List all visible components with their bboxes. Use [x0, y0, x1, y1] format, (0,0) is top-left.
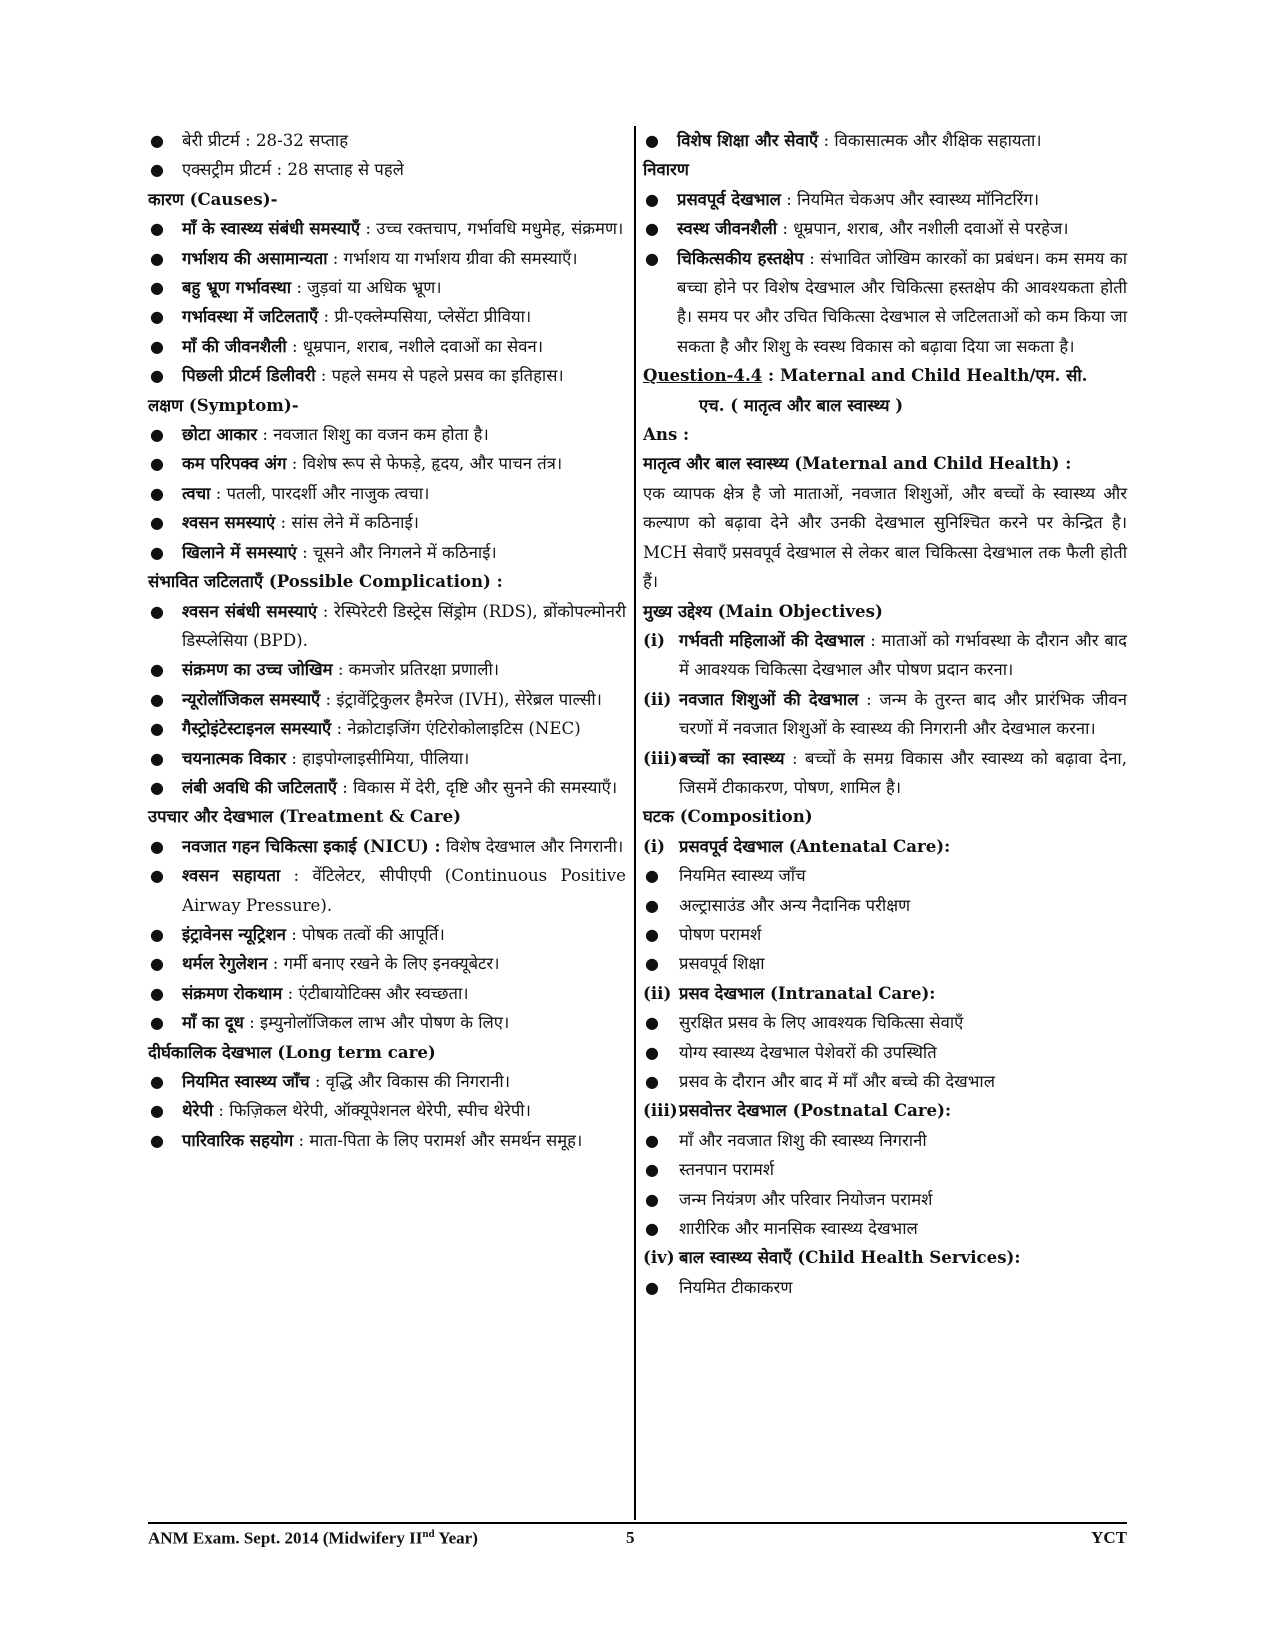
bullet-icon: ●	[645, 1219, 659, 1239]
bullet-icon: ●	[645, 1277, 659, 1297]
intranatal-heading: (ii) प्रसव देखभाल (Intranatal Care):	[643, 982, 936, 1003]
list-item: ● विशेष शिक्षा और सेवाएँ : विकासात्मक और शैक्षिक सहायता।	[643, 126, 1127, 155]
intranatal-list	[643, 1008, 1127, 1096]
question-heading-line2: एच. ( मातृत्व और बाल स्वास्थ्य )	[699, 394, 904, 415]
bullet-icon: ●	[150, 1072, 164, 1091]
section-heading-prevention: निवारण	[643, 159, 689, 180]
list-item: ● योग्य स्वास्थ्य देखभाल पेशेवरों की उपस्थिति	[643, 1038, 1127, 1067]
bullet-icon: ●	[645, 1072, 659, 1091]
bullet-icon: ●	[645, 1160, 659, 1180]
complications-list	[148, 597, 626, 803]
bullet-icon: ●	[150, 160, 164, 180]
bullet-icon: ●	[645, 131, 659, 150]
question-heading: Question-4.4 : Maternal and Child Health/एम. सी.	[643, 365, 1088, 386]
list-item: ● माँ की जीवनशैली : धूम्रपान, शराब, नशीले दवाओं का सेवन।	[148, 332, 626, 361]
objectives-list	[643, 626, 1127, 802]
list-item: ● छोटा आकार : नवजात शिशु का वजन कम होता है।	[148, 420, 626, 449]
bullet-icon: ●	[150, 777, 164, 797]
prevention-list	[643, 185, 1127, 361]
list-item: ● त्वचा : पतली, पारदर्शी और नाजुक त्वचा।	[148, 479, 626, 508]
bullet-icon: ●	[645, 189, 659, 209]
child-health-list	[643, 1273, 1127, 1302]
bullet-icon: ●	[150, 336, 164, 356]
bullet-icon: ●	[150, 513, 164, 533]
bullet-icon: ●	[645, 895, 659, 915]
page-number: 5	[626, 1528, 635, 1547]
list-item: ● लंबी अवधि की जटिलताएँ : विकास में देरी, दृष्टि और सुनने की समस्याएँ।	[148, 773, 626, 802]
bullet-icon: ●	[150, 219, 164, 239]
bullet-icon: ●	[150, 307, 164, 327]
objective-item: (ii) नवजात शिशुओं की देखभाल : जन्म के तुरन्त बाद और प्रारंभिक जीवन चरणों में नवजात शिशुओं के स्वास्थ्य की निगरानी और देखभाल करना।	[643, 688, 1127, 739]
footer-publisher: YCT	[1091, 1528, 1127, 1547]
list-item: ● नियमित स्वास्थ्य जाँच	[643, 861, 1127, 890]
list-item: ● श्वसन समस्याएं : सांस लेने में कठिनाई।	[148, 508, 626, 537]
list-item: ● जन्म नियंत्रण और परिवार नियोजन परामर्श	[643, 1185, 1127, 1214]
list-item: ● माँ का दूध : इम्युनोलॉजिकल लाभ और पोषण के लिए।	[148, 1008, 626, 1037]
objective-item: (i) गर्भवती महिलाओं की देखभाल : माताओं को गर्भावस्था के दौरान और बाद में आवश्यक चिकित्सा देखभाल और पोषण प्रदान करना।	[643, 629, 1127, 680]
right-column	[643, 126, 1127, 1302]
bullet-icon: ●	[645, 1042, 659, 1062]
list-item: ● पोषण परामर्श	[643, 920, 1127, 949]
bullet-icon: ●	[150, 1130, 164, 1150]
list-item: ● प्रसवपूर्व देखभाल : नियमित चेकअप और स्वास्थ्य मॉनिटरिंग।	[643, 185, 1127, 214]
list-item: ● संक्रमण रोकथाम : एंटीबायोटिक्स और स्वच्छता।	[148, 979, 626, 1008]
list-item: ● एक्सट्रीम प्रीटर्म : 28 सप्ताह से पहले	[148, 155, 626, 184]
bullet-icon: ●	[150, 278, 164, 298]
bullet-icon: ●	[150, 924, 164, 944]
list-item: ● चिकित्सकीय हस्तक्षेप : संभावित जोखिम कारकों का प्रबंधन। कम समय का बच्चा होने पर विशेष देखभाल और चिकित्सा हस्तक्षेप की आवश्यकता होती है। समय पर और उचित चिकित्सा देखभाल से जटिलताओं को कम किया जा सकता है और शिशु के स्वस्थ विकास को बढ़ावा दिया जा सकता है।	[643, 244, 1127, 362]
bullet-icon: ●	[150, 719, 164, 739]
list-item: ● इंट्रावेनस न्यूट्रिशन : पोषक तत्वों की आपूर्ति।	[148, 920, 626, 949]
list-item: ● थर्मल रेगुलेशन : गर्मी बनाए रखने के लिए इनक्यूबेटर।	[148, 949, 626, 978]
list-item: ● खिलाने में समस्याएं : चूसने और निगलने में कठिनाई।	[148, 538, 626, 567]
answer-label: Ans :	[643, 424, 690, 445]
bullet-icon: ●	[150, 1101, 164, 1121]
section-heading-treatment: उपचार और देखभाल (Treatment & Care)	[148, 806, 462, 827]
bullet-icon: ●	[645, 248, 659, 268]
bullet-icon: ●	[150, 425, 164, 445]
section-heading-complication: संभावित जटिलताएँ (Possible Complication) :	[148, 571, 503, 592]
bullet-icon: ●	[645, 954, 659, 974]
list-item: ● स्वस्थ जीवनशैली : धूम्रपान, शराब, और नशीली दवाओं से परहेज।	[643, 214, 1127, 243]
list-item: ● गैस्ट्रोइंटेस्टाइनल समस्याएँ : नेक्रोटाइजिंग एंटिरोकोलाइटिस (NEC)	[148, 714, 626, 743]
bullet-icon: ●	[150, 542, 164, 562]
list-item: ● बहु भ्रूण गर्भावस्था : जुड़वां या अधिक भ्रूण।	[148, 273, 626, 302]
bullet-icon: ●	[150, 983, 164, 1003]
bullet-icon: ●	[150, 366, 164, 386]
list-item: ● सुरक्षित प्रसव के लिए आवश्यक चिकित्सा सेवाएँ	[643, 1008, 1127, 1037]
bullet-icon: ●	[150, 248, 164, 268]
longterm-list	[148, 1067, 626, 1155]
bullet-icon: ●	[150, 131, 164, 150]
postnatal-heading: (iii) प्रसवोत्तर देखभाल (Postnatal Care):	[643, 1100, 952, 1121]
column-divider	[634, 126, 636, 1520]
composition-heading: घटक (Composition)	[643, 806, 813, 827]
list-item: ● माँ के स्वास्थ्य संबंधी समस्याएँ : उच्च रक्तचाप, गर्भावधि मधुमेह, संक्रमण।	[148, 214, 626, 243]
postnatal-list	[643, 1126, 1127, 1244]
list-item: ● पारिवारिक सहयोग : माता-पिता के लिए परामर्श और समर्थन समूह।	[148, 1126, 626, 1155]
list-item: ● प्रसव के दौरान और बाद में माँ और बच्चे की देखभाल	[643, 1067, 1127, 1096]
list-item: ● शारीरिक और मानसिक स्वास्थ्य देखभाल	[643, 1214, 1127, 1243]
list-item: ● चयनात्मक विकार : हाइपोग्लाइसीमिया, पीलिया।	[148, 744, 626, 773]
bullet-icon: ●	[150, 836, 164, 856]
causes-list	[148, 214, 626, 390]
bullet-icon: ●	[645, 219, 659, 239]
list-item: ● नियमित टीकाकरण	[643, 1273, 1127, 1302]
bullet-icon: ●	[645, 1130, 659, 1150]
list-item: ● अल्ट्रासाउंड और अन्य नैदानिक परीक्षण	[643, 891, 1127, 920]
bullet-icon: ●	[645, 1189, 659, 1209]
section-heading-longterm: दीर्घकालिक देखभाल (Long term care)	[148, 1041, 436, 1062]
list-item: ● गर्भावस्था में जटिलताएँ : प्री-एक्लेम्पसिया, प्लेसेंटा प्रीविया।	[148, 302, 626, 331]
bullet-icon: ●	[150, 1013, 164, 1033]
bullet-icon: ●	[645, 866, 659, 886]
list-item: ● कम परिपक्व अंग : विशेष रूप से फेफड़े, हृदय, और पाचन तंत्र।	[148, 449, 626, 478]
antenatal-list	[643, 861, 1127, 979]
bullet-icon: ●	[150, 483, 164, 503]
bullet-icon: ●	[150, 689, 164, 709]
treatments-list	[148, 832, 626, 1038]
bullet-icon: ●	[150, 454, 164, 474]
list-item: ● प्रसवपूर्व शिक्षा	[643, 949, 1127, 978]
list-item: ● श्वसन संबंधी समस्याएं : रेस्पिरेटरी डिस्ट्रेस सिंड्रोम (RDS), ब्रोंकोपल्मोनरी डिस्प्लेसिया (BPD).	[148, 597, 626, 656]
mch-paragraph: एक व्यापक क्षेत्र है जो माताओं, नवजात शिशुओं, और बच्चों के स्वास्थ्य और कल्याण को बढ़ावा देने और उनकी देखभाल सुनिश्चित करने पर केन्द्रित है। MCH सेवाएँ प्रसवपूर्व देखभाल से लेकर बाल चिकित्सा देखभाल तक फैली होती हैं।	[643, 483, 1127, 592]
objectives-heading: मुख्य उद्देश्य (Main Objectives)	[643, 600, 883, 621]
bullet-icon: ●	[150, 748, 164, 768]
left-column	[148, 126, 626, 1155]
list-item: ● गर्भाशय की असामान्यता : गर्भाशय या गर्भाशय ग्रीवा की समस्याएँ।	[148, 244, 626, 273]
symptoms-list	[148, 420, 626, 567]
objective-item: (iii) बच्चों का स्वास्थ्य : बच्चों के समग्र विकास और स्वास्थ्य को बढ़ावा देना, जिसमें टीकाकरण, पोषण, शामिल है।	[643, 747, 1127, 797]
bullet-icon: ●	[645, 1013, 659, 1033]
list-item: ● स्तनपान परामर्श	[643, 1155, 1127, 1184]
list-item: ● श्वसन सहायता : वेंटिलेटर, सीपीएपी (Continuous Positive Airway Pressure).	[148, 861, 626, 920]
bullet-icon: ●	[150, 866, 164, 886]
child-health-heading: (iv) बाल स्वास्थ्य सेवाएँ (Child Health Services):	[643, 1247, 1021, 1268]
list-item: ● नवजात गहन चिकित्सा इकाई (NICU) : विशेष देखभाल और निगरानी।	[148, 832, 626, 861]
list-item: ● संक्रमण का उच्च जोखिम : कमजोर प्रतिरक्षा प्रणाली।	[148, 655, 626, 684]
section-heading-causes: कारण (Causes)-	[148, 188, 278, 209]
list-item: ● थेरेपी : फिज़िकल थेरेपी, ऑक्यूपेशनल थेरेपी, स्पीच थेरेपी।	[148, 1096, 626, 1125]
bullet-icon: ●	[150, 660, 164, 680]
footer-rule	[148, 1522, 1127, 1524]
bullet-icon: ●	[150, 954, 164, 974]
list-item: ● बेरी प्रीटर्म : 28-32 सप्ताह	[148, 126, 626, 155]
mch-heading: मातृत्व और बाल स्वास्थ्य (Maternal and Child Health) :	[643, 453, 1072, 474]
list-item: ● नियमित स्वास्थ्य जाँच : वृद्धि और विकास की निगरानी।	[148, 1067, 626, 1096]
list-item: ● पिछली प्रीटर्म डिलीवरी : पहले समय से पहले प्रसव का इतिहास।	[148, 361, 626, 390]
section-heading-symptom: लक्षण (Symptom)-	[148, 394, 299, 415]
antenatal-heading: (i) प्रसवपूर्व देखभाल (Antenatal Care):	[643, 835, 951, 856]
footer-exam-title: ANM Exam. Sept. 2014 (Midwifery IInd Year)	[148, 1528, 478, 1548]
list-item: ● न्यूरोलॉजिकल समस्याएँ : इंट्रावेंट्रिकुलर हैमरेज (IVH), सेरेब्रल पाल्सी।	[148, 685, 626, 714]
bullet-icon: ●	[150, 601, 164, 621]
bullet-icon: ●	[645, 924, 659, 944]
list-item: ● माँ और नवजात शिशु की स्वास्थ्य निगरानी	[643, 1126, 1127, 1155]
